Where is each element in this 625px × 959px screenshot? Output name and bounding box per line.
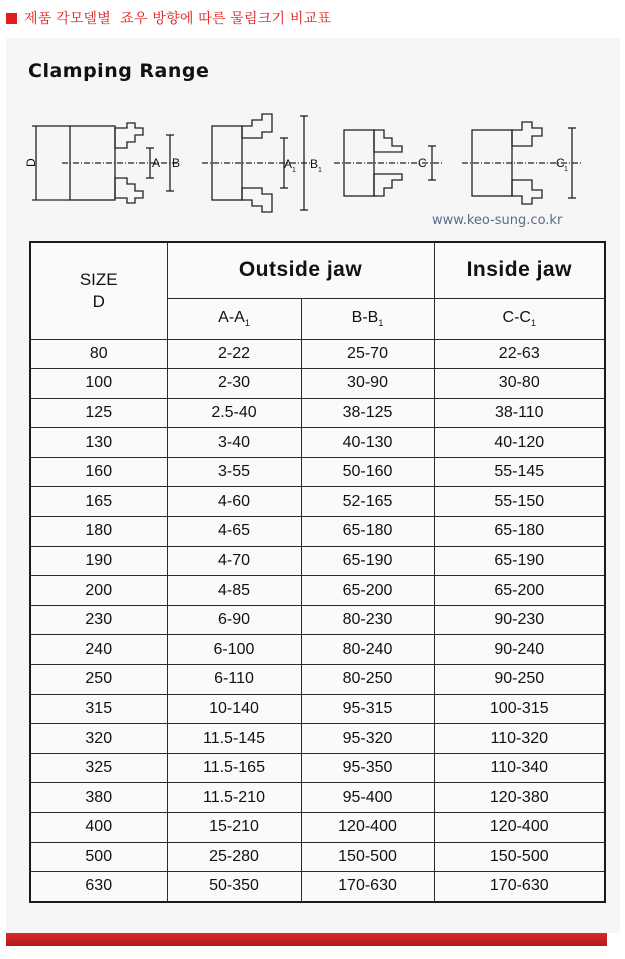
cell-a: 15-210 [167, 813, 301, 843]
col-c-sub: 1 [530, 318, 536, 329]
cell-a: 10-140 [167, 694, 301, 724]
label-b1-sub: 1 [318, 167, 322, 174]
cell-size: 190 [30, 546, 167, 576]
table-row [30, 753, 605, 783]
cell-size: 400 [30, 813, 167, 843]
table-row [30, 694, 605, 724]
cell-c: 30-80 [434, 369, 605, 399]
cell-size: 80 [30, 339, 167, 369]
cell-b: 25-70 [301, 339, 434, 369]
cell-size: 230 [30, 605, 167, 635]
cell-c: 40-120 [434, 428, 605, 458]
cell-c: 22-63 [434, 339, 605, 369]
cell-c: 65-180 [434, 517, 605, 547]
size-header-sub: D [92, 291, 105, 311]
cell-c: 150-500 [434, 842, 605, 872]
cell-c: 65-190 [434, 546, 605, 576]
cell-c: 90-240 [434, 635, 605, 665]
cell-size: 100 [30, 369, 167, 399]
cell-a: 11.5-145 [167, 724, 301, 754]
size-header [30, 242, 167, 339]
label-b: B [172, 156, 181, 170]
cell-b: 52-165 [301, 487, 434, 517]
col-c-label: C-C [502, 308, 531, 326]
cell-a: 3-55 [167, 457, 301, 487]
cell-b: 80-230 [301, 605, 434, 635]
col-a-sub: 1 [244, 318, 250, 329]
col-b-sub: 1 [378, 318, 384, 329]
cell-size: 165 [30, 487, 167, 517]
cell-a: 6-90 [167, 605, 301, 635]
outside-jaw-header: Outside jaw [167, 242, 434, 298]
table-row [30, 339, 605, 369]
size-header-label: SIZE [79, 269, 118, 289]
label-d: D [24, 158, 38, 167]
table-row [30, 457, 605, 487]
cell-a: 2.5-40 [167, 398, 301, 428]
cell-a: 25-280 [167, 842, 301, 872]
cell-size: 160 [30, 457, 167, 487]
cell-b: 50-160 [301, 457, 434, 487]
cell-a: 2-22 [167, 339, 301, 369]
table-row [30, 546, 605, 576]
col-c-header [434, 298, 605, 339]
label-a: A [152, 156, 161, 170]
cell-size: 500 [30, 842, 167, 872]
cell-c: 120-400 [434, 813, 605, 843]
label-c1-sub: 1 [564, 166, 568, 173]
cell-size: 380 [30, 783, 167, 813]
inside-jaw-header: Inside jaw [434, 242, 605, 298]
cell-c: 110-320 [434, 724, 605, 754]
cell-c: 110-340 [434, 753, 605, 783]
cell-b: 80-240 [301, 635, 434, 665]
cell-b: 95-315 [301, 694, 434, 724]
table-row [30, 724, 605, 754]
table-row [30, 398, 605, 428]
cell-b: 120-400 [301, 813, 434, 843]
cell-size: 130 [30, 428, 167, 458]
col-b-header [301, 298, 434, 339]
cell-b: 65-190 [301, 546, 434, 576]
cell-a: 11.5-165 [167, 753, 301, 783]
label-c: C [418, 156, 427, 170]
table-row [30, 605, 605, 635]
cell-b: 95-400 [301, 783, 434, 813]
label-a1: A [284, 157, 293, 171]
cell-b: 30-90 [301, 369, 434, 399]
table-body [30, 339, 605, 902]
bottom-red-bar [6, 933, 607, 946]
label-a1-sub: 1 [292, 167, 296, 174]
col-b-label: B-B [351, 308, 379, 326]
cell-size: 315 [30, 694, 167, 724]
cell-c: 90-230 [434, 605, 605, 635]
cell-a: 6-100 [167, 635, 301, 665]
cell-a: 4-65 [167, 517, 301, 547]
label-c1: C [556, 156, 565, 170]
cell-size: 180 [30, 517, 167, 547]
table-row [30, 842, 605, 872]
cell-a: 4-60 [167, 487, 301, 517]
clamping-diagram [22, 108, 582, 213]
red-square-icon [6, 13, 17, 24]
col-a-header [167, 298, 301, 339]
col-a-label: A-A [218, 308, 245, 326]
cell-b: 80-250 [301, 665, 434, 695]
header-text: 제품 각모델별 죠우 방향에 따른 물림크기 비교표 [24, 11, 332, 27]
table-row [30, 487, 605, 517]
page-title: Clamping Range [28, 60, 210, 82]
table-row [30, 369, 605, 399]
cell-a: 2-30 [167, 369, 301, 399]
cell-size: 630 [30, 872, 167, 902]
cell-a: 11.5-210 [167, 783, 301, 813]
cell-c: 90-250 [434, 665, 605, 695]
table-row [30, 517, 605, 547]
cell-size: 325 [30, 753, 167, 783]
table-row [30, 635, 605, 665]
cell-c: 100-315 [434, 694, 605, 724]
cell-a: 4-85 [167, 576, 301, 606]
cell-a: 6-110 [167, 665, 301, 695]
table-row [30, 665, 605, 695]
cell-b: 95-350 [301, 753, 434, 783]
cell-a: 50-350 [167, 872, 301, 902]
cell-size: 320 [30, 724, 167, 754]
cell-b: 95-320 [301, 724, 434, 754]
cell-size: 125 [30, 398, 167, 428]
cell-size: 250 [30, 665, 167, 695]
table-row [30, 576, 605, 606]
cell-b: 65-200 [301, 576, 434, 606]
label-b1: B [310, 157, 319, 171]
table-row [30, 783, 605, 813]
cell-c: 38-110 [434, 398, 605, 428]
clamping-range-table [29, 241, 606, 903]
cell-c: 170-630 [434, 872, 605, 902]
cell-a: 4-70 [167, 546, 301, 576]
page-header [6, 8, 331, 28]
website-link[interactable]: www.keo-sung.co.kr [432, 213, 563, 228]
cell-b: 65-180 [301, 517, 434, 547]
cell-a: 3-40 [167, 428, 301, 458]
cell-c: 65-200 [434, 576, 605, 606]
table-row [30, 872, 605, 902]
cell-size: 240 [30, 635, 167, 665]
cell-b: 38-125 [301, 398, 434, 428]
cell-b: 150-500 [301, 842, 434, 872]
table-row [30, 813, 605, 843]
cell-b: 40-130 [301, 428, 434, 458]
cell-c: 55-150 [434, 487, 605, 517]
cell-c: 55-145 [434, 457, 605, 487]
cell-c: 120-380 [434, 783, 605, 813]
cell-size: 200 [30, 576, 167, 606]
cell-b: 170-630 [301, 872, 434, 902]
table-row [30, 428, 605, 458]
